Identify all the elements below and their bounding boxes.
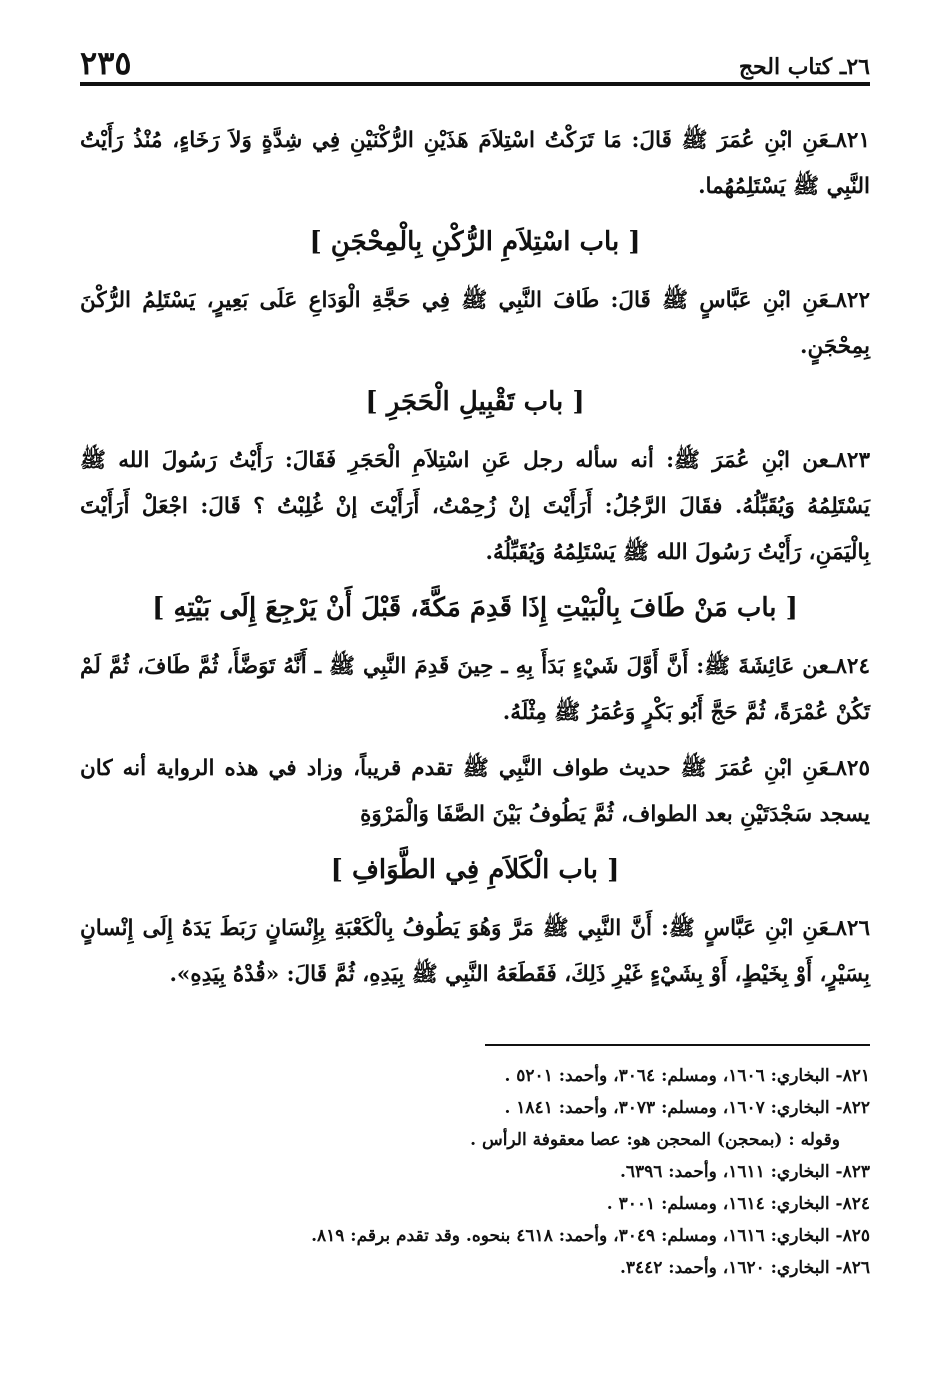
hadith-text: عَنِ ابْنِ عَبَّاسٍ ﷺ قَالَ: طَافَ النَّبِي ﷺ فِي حَجَّةِ الْوَدَاعِ عَلَى بَعِيرٍ، يَسْتَلِمُ الرُّكْنَ بِمِحْجَنٍ.	[80, 288, 870, 359]
hadith-text: عن ابْنِ عُمَرَ ﷺ: أنه سأله رجل عَنِ اسْتِلاَمِ الْحَجَرِ فَقَالَ: رَأَيْتُ رَسُولَ الله ﷺ يَسْتَلِمُهُ وَيُقَبِّلُهُ. فقَالَ الرَّجُلُ: أَرَأَيْتَ إنْ زُحِمْتُ، أَرَأَيْتَ إنْ غُلِبْتُ ؟ قَالَ: اجْعَلْ أَرَأَيْتَ بِالْيَمَنِ، رَأَيْتُ رَسُولَ الله ﷺ يَسْتَلِمُهُ وَيُقَبِّلُهُ.	[80, 448, 870, 565]
hadith-number: ٨٢٣ـ	[829, 448, 870, 473]
hadith-number: ٨٢٥ـ	[829, 756, 870, 781]
hadith-paragraph	[80, 118, 870, 210]
footnote: ٨٢٦- البخاري: ١٦٢٠، وأحمد: ٣٤٤٢.	[619, 1258, 870, 1278]
chapter-heading: [ باب الْكَلاَمِ فِي الطَّوَافِ ]	[330, 855, 620, 885]
footnote-divider	[485, 1044, 870, 1046]
page-number: ٢٣٥	[80, 44, 132, 82]
hadith-paragraph	[80, 438, 870, 576]
footnote: ٨٢٢- البخاري: ١٦٠٧، ومسلم: ٣٠٧٣، وأحمد: ١٨٤١ .	[504, 1098, 870, 1118]
hadith-paragraph	[80, 278, 870, 370]
page-header	[80, 40, 870, 86]
chapter-heading: [ باب مَنْ طَافَ بِالْبَيْتِ إِذَا قَدِمَ مَكَّةَ، قَبْلَ أَنْ يَرْجِعَ إِلَى بَيْتِهِ ]	[152, 593, 798, 623]
hadith-number: ٨٢٤ـ	[829, 654, 870, 679]
footnote: ٨٢٣- البخاري: ١٦١١، وأحمد: ٦٣٩٦.	[619, 1162, 870, 1182]
main-text	[80, 118, 870, 1008]
hadith-text: عَنِ ابْنِ عُمَرَ ﷺ قَالَ: مَا تَرَكْتُ اسْتِلاَمَ هَذَيْنِ الرُّكْنَيْنِ فِي شِدَّةٍ وَلاَ رَخَاءٍ، مُنْذُ رَأَيْتُ النَّبِي ﷺ يَسْتَلِمُهُما.	[80, 128, 870, 199]
footnote: ٨٢٥- البخاري: ١٦١٦، ومسلم: ٣٠٤٩، وأحمد: ٤٦١٨ بنحوه. وقد تقدم برقم: ٨١٩.	[311, 1226, 870, 1246]
hadith-paragraph	[80, 906, 870, 998]
chapter-heading: [ باب اسْتِلاَمِ الرُّكْنِ بِالْمِحْجَنِ ]	[309, 227, 641, 257]
chapter-heading: [ باب تَقْبِيلِ الْحَجَرِ ]	[365, 387, 585, 417]
running-title: ٢٦ـ كتاب الحج	[738, 54, 870, 80]
footnotes	[80, 1060, 870, 1284]
footnote: ٨٢١- البخاري: ١٦٠٦، ومسلم: ٣٠٦٤، وأحمد: ٥٢٠١ .	[504, 1066, 870, 1086]
hadith-number: ٨٢٢ـ	[829, 288, 870, 313]
hadith-paragraph	[80, 746, 870, 838]
hadith-number: ٨٢٦ـ	[829, 916, 870, 941]
hadith-paragraph	[80, 644, 870, 736]
hadith-text: عَنِ ابْنِ عَبَّاسٍ ﷺ: أَنَّ النَّبِي ﷺ مَرَّ وَهُوَ يَطُوفُ بِالْكَعْبَةِ بِإِنْسَانٍ رَبَطَ يَدَهُ إِلَى إِنْسانٍ بِسَيْرٍ، أَوْ بِخَيْطٍ، أَوْ بِشَيْءٍ غَيْرِ ذَلِكَ، فَقَطَعَهُ النَّبِي ﷺ بِيَدِهِ، ثُمَّ قَالَ: «قُدْهُ بِيَدِهِ».	[80, 916, 870, 987]
footnote: وقوله : (بمحجن) المحجن هو: عصا معقوفة الرأس .	[470, 1130, 840, 1150]
footnote: ٨٢٤- البخاري: ١٦١٤، ومسلم: ٣٠٠١ .	[606, 1194, 870, 1214]
hadith-text: عن عَائِشَةَ ﷺ: أَنَّ أَوَّلَ شَيْءٍ بَدَأَ بِهِ ـ حِينَ قَدِمَ النَّبِي ﷺ ـ أَنَّهُ تَوَضَّأَ، ثُمَّ طَافَ، ثُمَّ لَمْ تَكُنْ عُمْرَةً، ثُمَّ حَجَّ أَبُو بَكْرٍ وَعُمَرُ ﷺ مِثْلَهُ.	[80, 654, 870, 725]
hadith-text: عَنِ ابْنِ عُمَرَ ﷺ حديث طواف النَّبِي ﷺ تقدم قريباً، وزاد في هذه الرواية أنه كان يسجد سَجْدَتَيْنِ بعد الطواف، ثُمَّ يَطُوفُ بَيْنَ الصَّفَا وَالْمَرْوَةِ	[80, 756, 870, 827]
hadith-number: ٨٢١ـ	[829, 128, 870, 153]
